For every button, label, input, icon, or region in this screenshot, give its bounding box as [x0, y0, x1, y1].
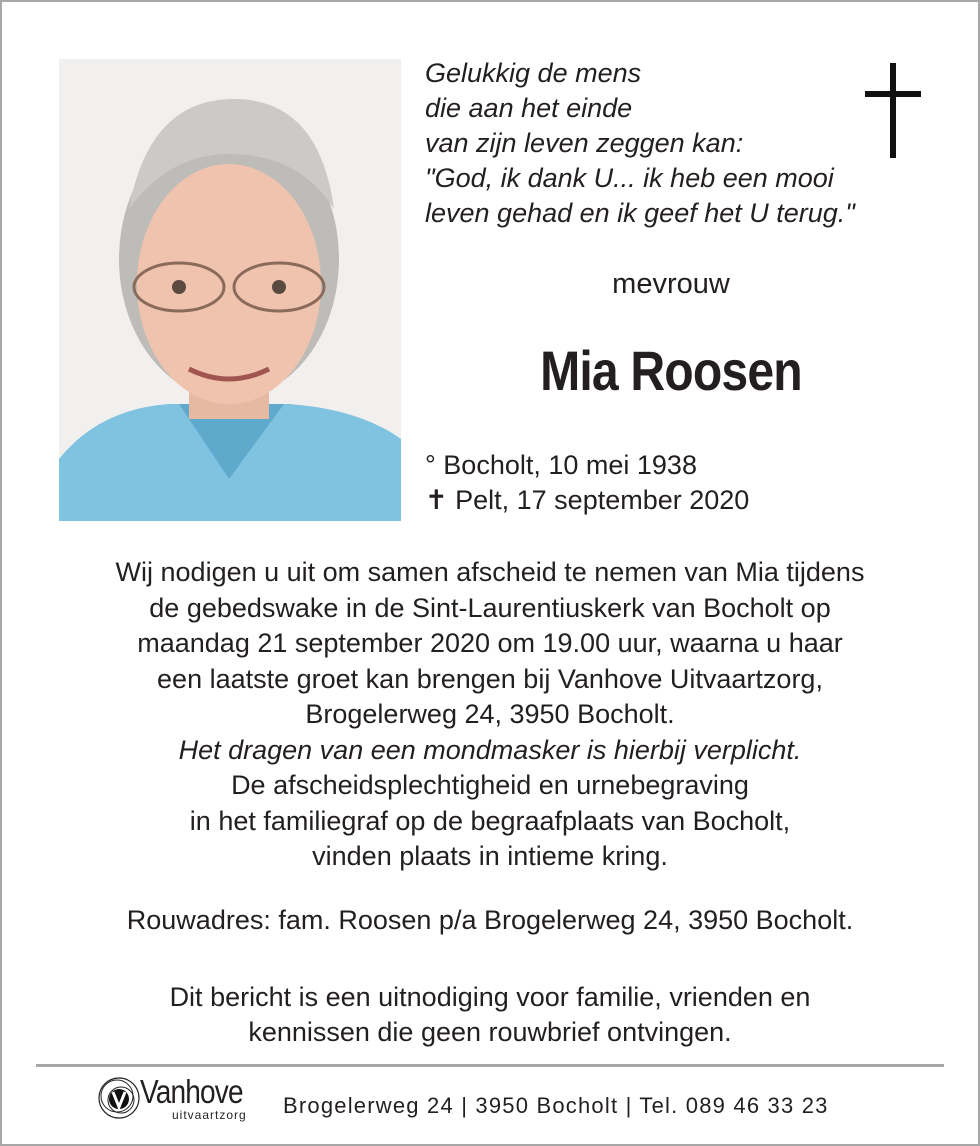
- text-line: maandag 21 september 2020 om 19.00 uur, waarna u haar: [137, 628, 843, 658]
- footer-divider: [36, 1064, 944, 1067]
- text-line: De afscheidsplechtigheid en urnebegraving: [231, 770, 749, 800]
- birth-date: ° Bocholt, 10 mei 1938: [425, 450, 697, 480]
- invitation-text: [20, 555, 960, 875]
- text-line: Wij nodigen u uit om samen afscheid te nemen van Mia tijdens: [115, 557, 865, 587]
- poem-line: van zijn leven zeggen kan:: [425, 128, 744, 158]
- poem-line: leven gehad en ik geef het U terug.": [425, 198, 855, 228]
- text-line: Brogelerweg 24, 3950 Bocholt.: [305, 699, 675, 729]
- vanhove-logo: [96, 1073, 271, 1123]
- death-date: ✝ Pelt, 17 september 2020: [425, 485, 750, 515]
- portrait-photo: [59, 59, 401, 521]
- mourning-address: Rouwadres: fam. Roosen p/a Brogelerweg 24, 3950 Bocholt.: [126, 905, 854, 935]
- life-dates: [425, 448, 749, 518]
- honorific: mevrouw: [612, 268, 730, 300]
- poem: [425, 56, 855, 231]
- logo-name: Vanhove: [140, 1073, 243, 1110]
- cross-icon: [865, 63, 921, 158]
- notice-note: [20, 980, 960, 1050]
- scribble-v-icon: [96, 1073, 142, 1123]
- text-line: kennissen die geen rouwbrief ontvingen.: [248, 1017, 732, 1047]
- text-line: in het familiegraf op de begraafplaats van Bocholt,: [189, 805, 791, 836]
- text-line: een laatste groet kan brengen bij Vanhove Uitvaartzorg,: [157, 663, 823, 694]
- text-line: de gebedswake in de Sint-Laurentiuskerk van Bocholt op: [149, 592, 831, 623]
- text-line: Dit bericht is een uitnodiging voor familie, vrienden en: [169, 982, 811, 1012]
- text-line: vinden plaats in intieme kring.: [312, 841, 668, 871]
- logo-subtitle: uitvaartzorg: [172, 1108, 247, 1122]
- poem-line: die aan het einde: [425, 93, 633, 123]
- funeral-home-contact: Brogelerweg 24 | 3950 Bocholt | Tel. 089 46 33 23: [283, 1093, 829, 1118]
- poem-line: "God, ik dank U... ik heb een mooi: [425, 163, 834, 193]
- mask-notice: Het dragen van een mondmasker is hierbij verplicht.: [178, 734, 802, 765]
- deceased-name: Mia Roosen: [540, 339, 802, 402]
- poem-line: Gelukkig de mens: [425, 58, 642, 88]
